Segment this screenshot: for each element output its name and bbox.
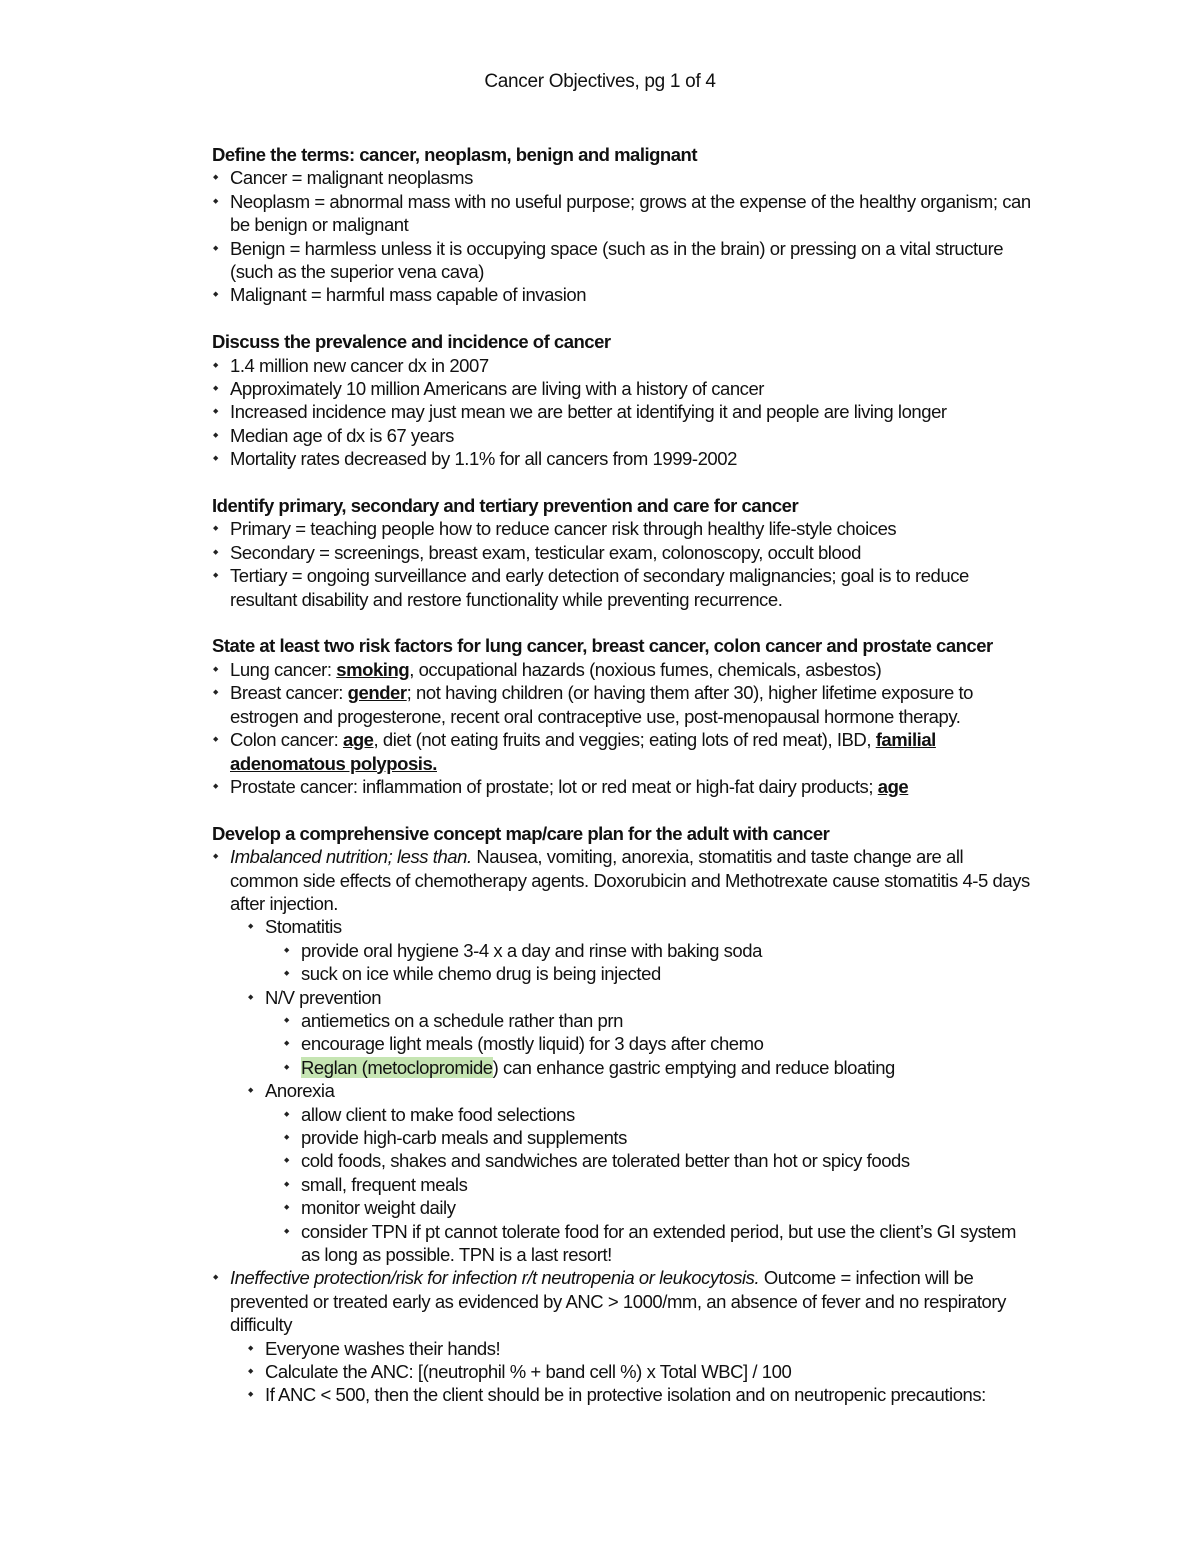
list-item: ◆ monitor weight daily	[283, 1196, 1032, 1219]
section-heading: State at least two risk factors for lung cancer, breast cancer, colon cancer and prostate cancer	[212, 635, 993, 657]
risk-label: Lung cancer:	[230, 658, 337, 680]
list-item: ◆ suck on ice while chemo drug is being injected	[283, 962, 1032, 985]
list-item: ◆ consider TPN if pt cannot tolerate food for an extended period, but use the client’s GI system as long as possible. TPN is a last resort!	[283, 1220, 1032, 1267]
document-body	[212, 143, 1032, 1430]
list-item: ◆ Increased incidence may just mean we are better at identifying it and people are living longer	[212, 400, 1032, 423]
list-item: ◆ 1.4 million new cancer dx in 2007	[212, 354, 1032, 377]
section-definitions	[212, 143, 1032, 307]
list-item-reglan	[283, 1056, 1032, 1079]
bullet-list	[212, 845, 1032, 1407]
sub-sub-list	[283, 939, 1032, 986]
sub-item-title: Anorexia	[265, 1080, 335, 1102]
section-risk-factors	[212, 634, 1032, 798]
list-item: ◆ Malignant = harmful mass capable of invasion	[212, 283, 1032, 306]
risk-text: ; not having children (or having them after 30), higher lifetime exposure to estrogen and progesterone, recent oral contraceptive use, post-menopausal hormone therapy.	[230, 682, 974, 727]
list-item: ◆ small, frequent meals	[283, 1173, 1032, 1196]
list-item: ◆ provide high-carb meals and supplements	[283, 1126, 1032, 1149]
section-heading: Identify primary, secondary and tertiary prevention and care for cancer	[212, 495, 799, 517]
list-item: ◆ Benign = harmless unless it is occupying space (such as in the brain) or pressing on a vital structure (such as the superior vena cava)	[212, 237, 1032, 284]
sub-item-stomatitis	[247, 915, 1032, 985]
risk-label: Colon cancer:	[230, 729, 343, 751]
bullet-list	[212, 354, 1032, 471]
risk-label: Breast cancer:	[230, 682, 348, 704]
list-item-protection	[212, 1266, 1032, 1406]
list-item: ◆ provide oral hygiene 3-4 x a day and rinse with baking soda	[283, 939, 1032, 962]
sub-item-title: N/V prevention	[265, 986, 382, 1008]
list-item: ◆ Median age of dx is 67 years	[212, 424, 1032, 447]
section-care-plan	[212, 822, 1032, 1407]
key-risk-factor: age	[877, 775, 909, 797]
list-item-text: ) can enhance gastric emptying and reduce bloating	[492, 1056, 895, 1078]
key-risk-factor: age	[342, 729, 374, 751]
list-item: ◆ Primary = teaching people how to reduce cancer risk through healthy life-style choices	[212, 517, 1032, 540]
nursing-diagnosis: Ineffective protection/risk for infection r/t neutropenia or leukocytosis.	[230, 1267, 760, 1289]
list-item: ◆ encourage light meals (mostly liquid) for 3 days after chemo	[283, 1032, 1032, 1055]
risk-text: , occupational hazards (noxious fumes, chemicals, asbestos)	[409, 658, 882, 680]
bullet-list	[212, 517, 1032, 611]
page-header: Cancer Objectives, pg 1 of 4	[484, 71, 716, 92]
list-item-colon	[212, 728, 1032, 775]
nursing-diagnosis: Imbalanced nutrition; less than.	[230, 846, 472, 868]
key-risk-factor: smoking	[336, 658, 410, 680]
list-item: ◆ Tertiary = ongoing surveillance and early detection of secondary malignancies; goal is to reduce resultant disability and restore functionality while preventing recurrence.	[212, 564, 1032, 611]
section-heading: Develop a comprehensive concept map/care plan for the adult with cancer	[212, 822, 830, 844]
sub-sub-list	[283, 1103, 1032, 1267]
list-item-nutrition	[212, 845, 1032, 1266]
section-prevalence	[212, 330, 1032, 470]
list-item: ◆ Neoplasm = abnormal mass with no useful purpose; grows at the expense of the healthy organism; can be benign or malignant	[212, 190, 1032, 237]
list-item-prostate	[212, 775, 1032, 798]
sub-list	[247, 915, 1032, 1266]
list-item: ◆ antiemetics on a schedule rather than prn	[283, 1009, 1032, 1032]
list-item-lung	[212, 658, 1032, 681]
risk-text: , diet (not eating fruits and veggies; eating lots of red meat), IBD,	[373, 729, 876, 751]
list-item: ◆ If ANC < 500, then the client should be in protective isolation and on neutropenic precautions:	[247, 1383, 1032, 1406]
sub-item-anorexia	[247, 1079, 1032, 1266]
bullet-list	[212, 658, 1032, 798]
list-item: ◆ Approximately 10 million Americans are living with a history of cancer	[212, 377, 1032, 400]
list-item: ◆ Mortality rates decreased by 1.1% for all cancers from 1999-2002	[212, 447, 1032, 470]
diagnosis-text: Nausea, vomiting, anorexia, stomatitis and taste change are all common side effects of chemotherapy agents. Doxorubicin and Methotrexate cause stomatitis 4-5 days after injection.	[230, 846, 1030, 914]
sub-item-title: Stomatitis	[265, 916, 342, 938]
highlighted-text: Reglan (metoclopromide	[301, 1056, 493, 1078]
bullet-list	[212, 166, 1032, 306]
diagnosis-text: Outcome = infection will be prevented or treated early as evidenced by ANC > 1000/mm, an absence of fever and no respiratory difficulty	[230, 1267, 1006, 1336]
sub-item-nv-prevention	[247, 986, 1032, 1080]
section-prevention	[212, 494, 1032, 611]
section-heading: Discuss the prevalence and incidence of cancer	[212, 331, 611, 353]
list-item: ◆ Calculate the ANC: [(neutrophil % + band cell %) x Total WBC] / 100	[247, 1360, 1032, 1383]
section-heading: Define the terms: cancer, neoplasm, benign and malignant	[212, 144, 697, 165]
sub-list	[247, 1337, 1032, 1407]
list-item: ◆ cold foods, shakes and sandwiches are tolerated better than hot or spicy foods	[283, 1149, 1032, 1172]
risk-text: Prostate cancer: inflammation of prostate; lot or red meat or high-fat dairy products;	[230, 775, 878, 797]
list-item-breast	[212, 681, 1032, 728]
key-risk-factor: gender	[347, 682, 407, 704]
list-item: ◆ Everyone washes their hands!	[247, 1337, 1032, 1360]
list-item: ◆ allow client to make food selections	[283, 1103, 1032, 1126]
list-item: ◆ Secondary = screenings, breast exam, testicular exam, colonoscopy, occult blood	[212, 541, 1032, 564]
list-item: ◆ Cancer = malignant neoplasms	[212, 166, 1032, 189]
key-risk-factor: familial adenomatous polyposis.	[230, 729, 936, 774]
sub-sub-list	[283, 1009, 1032, 1079]
